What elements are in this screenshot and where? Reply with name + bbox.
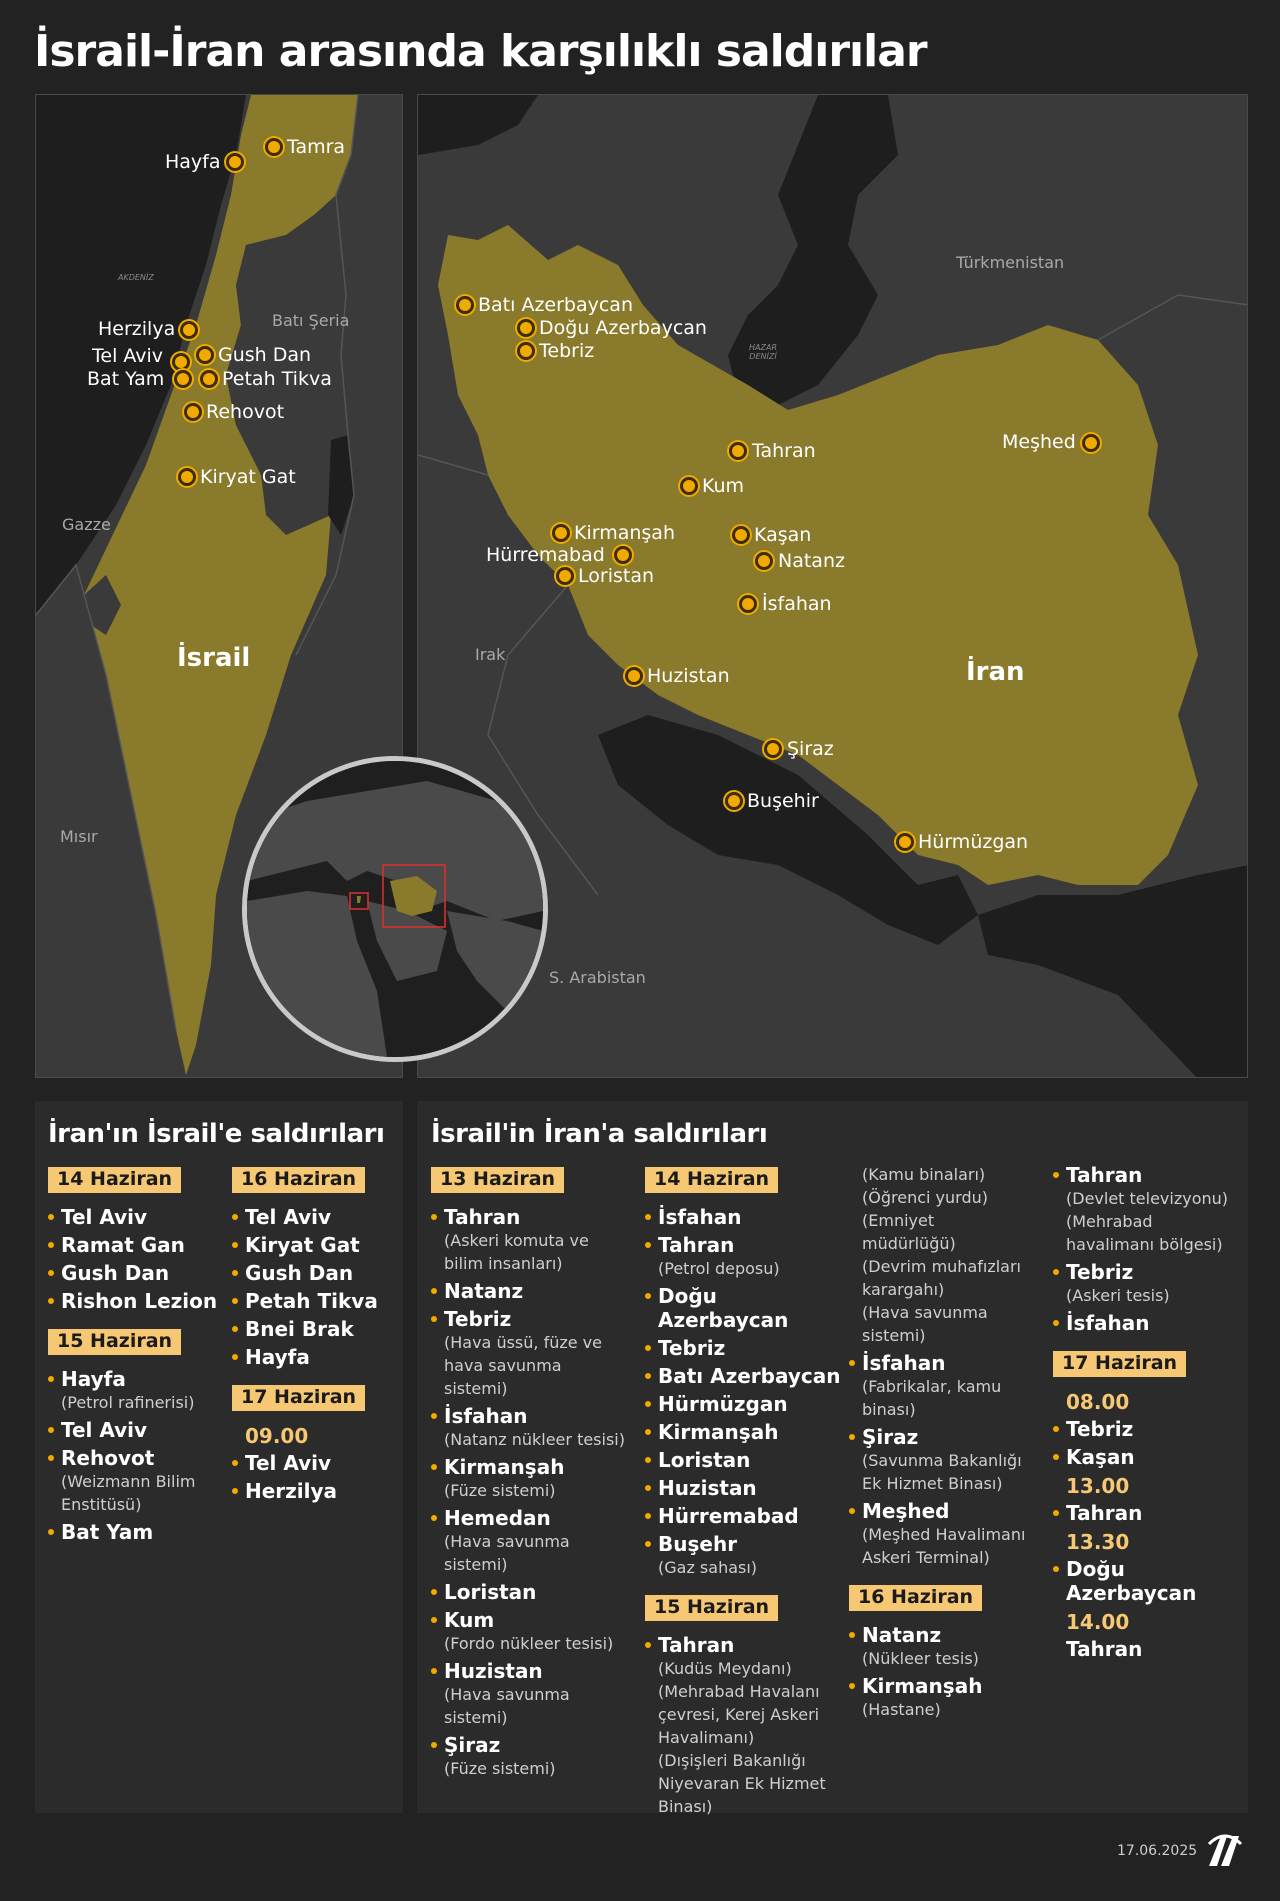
attack-detail: (Petrol deposu) [658,1259,780,1278]
attack-detail: (Hastane) [862,1700,941,1719]
attack-entry [232,1317,402,1341]
attack-detail: Havalimanı) [658,1728,755,1747]
attack-entry [48,1446,226,1516]
attack-location: Buşehr [658,1532,850,1556]
place-label-dogu-azerbaycan: Doğu Azerbaycan [539,317,707,339]
attack-entry [232,1233,402,1257]
map-pin-icon [196,346,214,364]
map-pin-icon [517,342,535,360]
attack-location: Tebriz [1066,1260,1248,1284]
locator-globe [242,756,548,1062]
attack-detail: (Emniyet [862,1211,935,1230]
map-pin-icon [552,524,570,542]
map-pin-icon [178,468,196,486]
attack-location: Tel Aviv [245,1451,402,1475]
attack-entry [431,1404,646,1451]
attack-detail: (Fabrikalar, kamu [862,1377,1002,1396]
attack-location: Tebriz [658,1336,850,1360]
attack-location: Hürmüzgan [658,1392,850,1416]
date-row [1053,1347,1248,1389]
attack-detail: (Hava savunma [444,1685,570,1704]
attack-location: Loristan [444,1580,646,1604]
attack-entry [1053,1557,1248,1605]
date-row [48,1325,226,1367]
attack-detail: (Gaz sahası) [658,1558,758,1577]
attack-entry [431,1733,646,1780]
region-label-turkmenistan: Türkmenistan [956,253,1065,272]
place-label-bati-azerbaycan: Batı Azerbaycan [478,294,633,316]
attack-location: Tahran [1066,1163,1248,1187]
attack-detail: (Natanz nükleer tesisi) [444,1430,625,1449]
map-pin-icon [725,792,743,810]
attack-detail: bilim insanları) [444,1254,563,1273]
iran-attacks-panel [35,1101,403,1813]
date-badge: 16 Haziran [849,1585,982,1611]
date-row [849,1581,1054,1623]
attack-location: Batı Azerbaycan [658,1364,850,1388]
attack-location: Kum [444,1608,646,1632]
place-label-isfahan: İsfahan [762,593,832,615]
attack-detail: (Füze sistemi) [444,1759,556,1778]
attack-entry [849,1351,1054,1421]
map-pin-icon [174,370,192,388]
place-label-hayfa: Hayfa [165,151,221,173]
attack-location: Rishon Lezion [61,1289,226,1313]
attack-entry [645,1233,850,1280]
attack-detail: (Kudüs Meydanı) [658,1659,792,1678]
region-label-saudi-arabia: S. Arabistan [549,968,646,987]
date-badge: 15 Haziran [645,1595,778,1621]
region-label-egypt: Mısır [60,827,98,846]
place-label-kum: Kum [702,475,745,497]
attack-entry [232,1451,402,1475]
attack-location: Tebriz [444,1307,646,1331]
aa-logo-icon [1205,1830,1245,1870]
attack-location: Huzistan [444,1659,646,1683]
attack-detail: Binası) [658,1797,713,1816]
attack-location: Hemedan [444,1506,646,1530]
attack-detail: (Devlet televizyonu) [1066,1189,1229,1208]
attack-detail: hava savunma [444,1356,562,1375]
place-label-herzilya: Herzilya [98,318,176,340]
attack-detail: karargahı) [862,1280,945,1299]
attack-detail: (Mehrabad [1066,1212,1153,1231]
attack-entry [48,1367,226,1414]
attack-entry [1053,1260,1248,1307]
attack-entry [48,1233,226,1257]
attack-location: Tel Aviv [245,1205,402,1229]
region-label-west-bank: Batı Şeria [272,311,350,330]
attack-location: Bnei Brak [245,1317,402,1341]
attack-location: Kiryat Gat [245,1233,402,1257]
attack-detail: (Devrim muhafızları [862,1257,1021,1276]
date-badge: 14 Haziran [645,1167,778,1193]
attack-time: 13.00 [1066,1474,1130,1498]
attack-entry [431,1307,646,1400]
attack-entry [431,1659,646,1729]
continued-details [849,1163,1054,1347]
date-row [645,1163,850,1205]
place-label-bat-yam: Bat Yam [87,368,165,390]
map-pin-icon [614,546,632,564]
publish-date: 17.06.2025 [1117,1843,1198,1859]
spacer [645,1583,850,1591]
map-pin-icon [265,138,283,156]
attack-entry [48,1205,226,1229]
globe-map [247,761,543,1057]
attack-location: Hayfa [245,1345,402,1369]
attack-entry [431,1455,646,1502]
date-row [645,1591,850,1633]
attack-time: 14.00 [1066,1610,1130,1634]
attack-location: Doğu [1066,1557,1248,1581]
attack-location: Meşhed [862,1499,1054,1523]
attack-location: Gush Dan [245,1261,402,1285]
map-pin-icon [1082,434,1100,452]
date-row [232,1381,402,1423]
place-label-loristan: Loristan [578,565,654,587]
date-row [431,1163,646,1205]
attack-detail: (Hava üssü, füze ve [444,1333,602,1352]
attack-location: Tahran [658,1233,850,1257]
attack-detail: (Hava savunma [862,1303,988,1322]
attack-detail: Askeri Terminal) [862,1548,990,1567]
place-label-hurremabad: Hürremabad [486,544,605,566]
map-pin-icon [680,477,698,495]
date-badge: 16 Haziran [232,1167,365,1193]
attack-entry [232,1289,402,1313]
israel-attacks-title: İsrail'in İran'a saldırıları [431,1119,768,1149]
map-pin-icon [729,442,747,460]
iran-attacks-column-1 [48,1163,226,1548]
attack-location: Kirmanşah [444,1455,646,1479]
attack-location: Tahran [444,1205,646,1229]
attack-entry [645,1205,850,1229]
map-pin-icon [732,526,750,544]
attack-location: Şiraz [862,1425,1054,1449]
place-label-hurmuzgan: Hürmüzgan [918,831,1029,853]
place-label-huzistan: Huzistan [647,665,730,687]
attack-entry [645,1420,850,1444]
attack-detail: (Meşhed Havalimanı [862,1525,1026,1544]
attack-detail: (Füze sistemi) [444,1481,556,1500]
attack-detail: sistemi) [444,1708,508,1727]
place-label-tebriz: Tebriz [539,340,595,362]
place-label-kirmansah: Kirmanşah [574,522,675,544]
attack-detail: (Savunma Bakanlığı [862,1451,1022,1470]
spacer [1053,1339,1248,1347]
map-pin-icon [625,667,643,685]
attack-entry [645,1364,850,1388]
attack-location: Kirmanşah [658,1420,850,1444]
attack-entry [232,1261,402,1285]
date-badge: 15 Haziran [48,1329,181,1355]
attack-location: İsfahan [444,1404,646,1428]
attack-detail: (Hava savunma [444,1532,570,1551]
attack-detail: (Nükleer tesis) [862,1649,979,1668]
place-label-natanz: Natanz [778,550,845,572]
attack-location: Tebriz [1066,1417,1248,1441]
israel-attacks-panel [417,1101,1248,1816]
attack-entry [849,1623,1054,1670]
country-label-iran: İran [966,657,1025,687]
attack-entry [431,1608,646,1655]
spacer [48,1317,226,1325]
attack-entry [645,1476,850,1500]
attack-detail: (Kamu binaları) [862,1165,986,1184]
attack-detail: binası) [862,1400,916,1419]
attack-entry [232,1345,402,1369]
date-row [48,1163,226,1205]
attack-location: Tel Aviv [61,1418,226,1442]
place-label-petah-tikva: Petah Tikva [222,368,332,390]
attack-entry [645,1448,850,1472]
attack-detail: (Weizmann Bilim [61,1472,196,1491]
attack-location: Hayfa [61,1367,226,1391]
attack-detail: (Dışişleri Bakanlığı [658,1751,806,1770]
iran-attacks-title: İran'ın İsrail'e saldırıları [48,1119,385,1149]
spacer [232,1373,402,1381]
map-pin-icon [896,833,914,851]
attack-location: Bat Yam [61,1520,226,1544]
attack-location: Tahran [658,1633,850,1657]
date-badge: 14 Haziran [48,1167,181,1193]
place-label-siraz: Şiraz [787,738,834,760]
attack-location: İsfahan [658,1205,850,1229]
attack-detail: Ek Hizmet Binası) [862,1474,1003,1493]
attack-entry [48,1520,226,1544]
attack-location: Doğu Azerbaycan [658,1284,850,1332]
attack-entry [48,1418,226,1442]
attack-entry [849,1499,1054,1569]
attack-location: Kirmanşah [862,1674,1054,1698]
map-pin-icon [755,552,773,570]
spacer [849,1573,1054,1581]
attack-location: Loristan [658,1448,850,1472]
attack-location: Rehovot [61,1446,226,1470]
attack-location: Kaşan [1066,1445,1248,1469]
attack-entry [1053,1501,1248,1525]
attack-entry [1053,1417,1248,1441]
attack-location: Natanz [444,1279,646,1303]
attack-detail: Enstitüsü) [61,1495,142,1514]
israel-attacks-column-4 [1053,1163,1248,1665]
attack-entry [232,1205,402,1229]
attack-time: 09.00 [245,1424,309,1448]
attack-location: Tahran [1066,1501,1248,1525]
attack-entry [48,1289,226,1313]
attack-entry [431,1506,646,1576]
attack-entry [431,1279,646,1303]
map-pin-icon [226,153,244,171]
attack-entry [232,1479,402,1503]
attack-detail: (Fordo nükleer tesisi) [444,1634,614,1653]
map-pin-icon [739,595,757,613]
date-badge: 13 Haziran [431,1167,564,1193]
attack-entry [645,1284,850,1332]
israel-attacks-column-1 [431,1163,646,1784]
place-label-tel-aviv: Tel Aviv [92,345,164,367]
attack-entry [1053,1637,1248,1661]
attack-detail: (Mehrabad Havalanı [658,1682,820,1701]
attack-location: Tahran [1066,1637,1143,1661]
attack-entry [1053,1311,1248,1335]
attack-entry [431,1205,646,1275]
attack-detail: Niyevaran Ek Hizmet [658,1774,826,1793]
attack-entry [645,1504,850,1528]
attack-detail: havalimanı bölgesi) [1066,1235,1223,1254]
attack-detail: çevresi, Kerej Askeri [658,1705,820,1724]
attack-time: 13.30 [1066,1530,1130,1554]
place-label-busehir: Buşehir [747,790,819,812]
attack-entry [645,1633,850,1818]
attack-entry [645,1532,850,1579]
place-label-meshed: Meşhed [1002,431,1076,453]
attack-entry [431,1580,646,1604]
map-pin-icon [764,740,782,758]
attack-detail: (Askeri tesis) [1066,1286,1170,1305]
date-row [232,1163,402,1205]
region-label-gaza: Gazze [62,515,111,534]
place-label-tamra: Tamra [287,136,346,158]
iran-attacks-column-2 [232,1163,402,1507]
date-badge: 17 Haziran [232,1385,365,1411]
place-label-kiryat-gat: Kiryat Gat [200,466,296,488]
attack-entry [1053,1445,1248,1469]
israel-attacks-column-2 [645,1163,850,1822]
map-pin-icon [172,353,190,371]
place-label-kasan: Kaşan [754,524,812,546]
page-title: İsrail-İran arasında karşılıklı saldırılar [34,26,927,77]
attack-entry [645,1392,850,1416]
attack-entry [849,1674,1054,1721]
attack-location: Gush Dan [61,1261,226,1285]
attack-location: Huzistan [658,1476,850,1500]
attack-location: İsfahan [1066,1311,1248,1335]
attack-entry [849,1425,1054,1495]
region-label-iraq: Irak [475,645,506,664]
place-label-gush-dan: Gush Dan [218,344,312,366]
attack-detail: sistemi) [444,1379,508,1398]
attack-detail: müdürlüğü) [862,1234,956,1253]
map-pin-icon [556,567,574,585]
map-pin-icon [200,370,218,388]
attack-detail: (Askeri komuta ve [444,1231,589,1250]
attack-entry [645,1336,850,1360]
map-pin-icon [180,321,198,339]
map-pin-icon [517,319,535,337]
attack-detail: sistemi) [444,1555,508,1574]
israel-attacks-column-3 [849,1163,1054,1725]
country-label-israel: İsrail [177,643,251,673]
attack-entry [1053,1163,1248,1256]
attack-location: Herzilya [245,1479,402,1503]
attack-entry [48,1261,226,1285]
map-pin-icon [456,296,474,314]
attack-detail: sistemi) [862,1326,926,1345]
attack-location: Natanz [862,1623,1054,1647]
map-pin-icon [184,403,202,421]
attack-location: Ramat Gan [61,1233,226,1257]
attack-location-cont: Azerbaycan [1066,1581,1197,1605]
date-badge: 17 Haziran [1053,1351,1186,1377]
place-label-rehovot: Rehovot [206,401,285,423]
attack-location: Tel Aviv [61,1205,226,1229]
attack-location: İsfahan [862,1351,1054,1375]
attack-detail: (Öğrenci yurdu) [862,1188,988,1207]
attack-detail: (Petrol rafinerisi) [61,1393,195,1412]
sea-label-caspian: HAZAR DENİZİ [749,343,777,361]
attack-location: Hürremabad [658,1504,850,1528]
attack-time: 08.00 [1066,1390,1130,1414]
attack-location: Şiraz [444,1733,646,1757]
attack-location: Petah Tikva [245,1289,402,1313]
sea-label-mediterranean: AKDENİZ [118,273,154,282]
place-label-tahran: Tahran [752,440,816,462]
